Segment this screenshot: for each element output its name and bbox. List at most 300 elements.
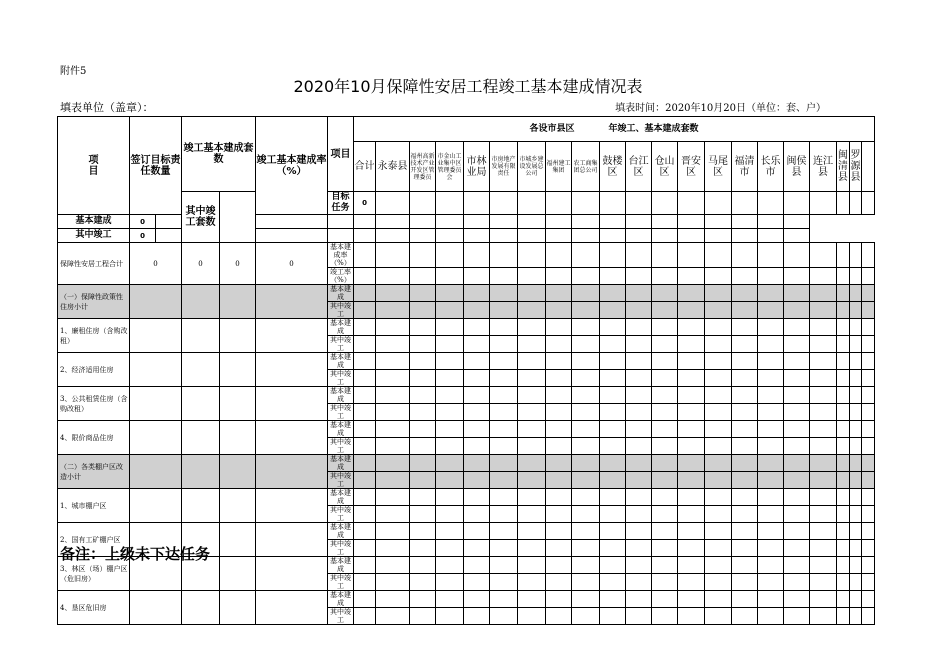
data-cell[interactable] — [518, 353, 546, 370]
rate-cell[interactable] — [256, 353, 328, 387]
data-cell[interactable] — [376, 319, 410, 336]
data-cell[interactable] — [518, 319, 546, 336]
data-cell[interactable] — [354, 557, 376, 574]
sub-cell[interactable] — [220, 455, 256, 489]
data-cell[interactable] — [354, 523, 376, 540]
data-cell[interactable] — [518, 540, 546, 557]
data-cell[interactable] — [849, 455, 862, 472]
data-cell[interactable] — [436, 229, 464, 243]
data-cell[interactable] — [354, 268, 376, 285]
data-cell[interactable] — [862, 302, 875, 319]
data-cell[interactable] — [518, 438, 546, 455]
data-cell[interactable] — [546, 268, 572, 285]
data-cell[interactable] — [490, 489, 518, 506]
data-cell[interactable] — [436, 455, 464, 472]
data-cell[interactable] — [436, 523, 464, 540]
data-cell[interactable] — [376, 523, 410, 540]
data-cell[interactable] — [837, 370, 850, 387]
data-cell[interactable] — [436, 540, 464, 557]
data-cell[interactable] — [849, 421, 862, 438]
data-cell[interactable] — [678, 215, 705, 229]
data-cell[interactable] — [678, 319, 705, 336]
data-cell[interactable] — [837, 506, 850, 523]
data-cell[interactable] — [705, 370, 732, 387]
data-cell[interactable] — [376, 229, 410, 243]
data-cell[interactable] — [849, 608, 862, 625]
data-cell[interactable] — [354, 387, 376, 404]
data-cell[interactable] — [652, 523, 678, 540]
data-cell[interactable] — [436, 370, 464, 387]
data-cell[interactable] — [678, 608, 705, 625]
data-cell[interactable] — [410, 215, 436, 229]
data-cell[interactable] — [758, 387, 784, 404]
data-cell[interactable] — [464, 268, 490, 285]
data-cell[interactable] — [705, 285, 732, 302]
data-cell[interactable] — [464, 421, 490, 438]
data-cell[interactable] — [837, 523, 850, 540]
data-cell[interactable] — [837, 353, 850, 370]
data-cell[interactable] — [518, 557, 546, 574]
data-cell[interactable] — [626, 336, 652, 353]
data-cell[interactable] — [572, 229, 600, 243]
data-cell[interactable] — [436, 557, 464, 574]
data-cell[interactable] — [810, 336, 837, 353]
data-cell[interactable] — [652, 243, 678, 268]
data-cell[interactable] — [156, 215, 182, 229]
data-cell[interactable] — [410, 229, 436, 243]
data-cell[interactable] — [626, 215, 652, 229]
data-cell[interactable] — [410, 506, 436, 523]
data-cell[interactable] — [490, 455, 518, 472]
data-cell[interactable] — [732, 319, 758, 336]
data-cell[interactable] — [837, 387, 850, 404]
data-cell[interactable] — [678, 268, 705, 285]
data-cell[interactable] — [849, 523, 862, 540]
sub-cell[interactable] — [220, 421, 256, 455]
data-cell[interactable] — [626, 591, 652, 608]
data-cell[interactable] — [626, 387, 652, 404]
data-cell[interactable] — [784, 353, 810, 370]
data-cell[interactable] — [376, 472, 410, 489]
data-cell[interactable] — [354, 285, 376, 302]
data-cell[interactable] — [784, 319, 810, 336]
data-cell[interactable] — [436, 353, 464, 370]
data-cell[interactable] — [546, 243, 572, 268]
data-cell[interactable] — [652, 455, 678, 472]
data-cell[interactable] — [410, 574, 436, 591]
signed-cell[interactable] — [130, 353, 182, 387]
data-cell[interactable] — [572, 353, 600, 370]
data-cell[interactable] — [490, 268, 518, 285]
data-cell[interactable] — [849, 370, 862, 387]
data-cell[interactable] — [354, 438, 376, 455]
data-cell[interactable] — [436, 192, 464, 215]
data-cell[interactable] — [705, 319, 732, 336]
data-cell[interactable] — [410, 192, 436, 215]
data-cell[interactable] — [354, 353, 376, 370]
data-cell[interactable] — [572, 608, 600, 625]
data-cell[interactable] — [849, 243, 862, 268]
data-cell[interactable] — [600, 319, 626, 336]
data-cell[interactable] — [626, 557, 652, 574]
data-cell[interactable] — [464, 215, 490, 229]
data-cell[interactable] — [678, 591, 705, 608]
rate-cell[interactable] — [256, 319, 328, 353]
data-cell[interactable] — [410, 421, 436, 438]
data-cell[interactable] — [678, 489, 705, 506]
data-cell[interactable] — [464, 370, 490, 387]
data-cell[interactable] — [705, 455, 732, 472]
data-cell[interactable] — [784, 472, 810, 489]
data-cell[interactable] — [758, 557, 784, 574]
data-cell[interactable] — [678, 353, 705, 370]
data-cell[interactable] — [758, 574, 784, 591]
data-cell[interactable] — [354, 319, 376, 336]
data-cell[interactable] — [849, 336, 862, 353]
data-cell[interactable] — [652, 472, 678, 489]
data-cell[interactable] — [490, 192, 518, 215]
data-cell[interactable] — [546, 506, 572, 523]
data-cell[interactable] — [410, 540, 436, 557]
data-cell[interactable] — [410, 557, 436, 574]
data-cell[interactable] — [354, 540, 376, 557]
signed-cell[interactable] — [130, 591, 182, 625]
data-cell[interactable] — [546, 608, 572, 625]
data-cell[interactable] — [784, 591, 810, 608]
data-cell[interactable] — [862, 472, 875, 489]
data-cell[interactable] — [784, 243, 810, 268]
data-cell[interactable] — [626, 404, 652, 421]
data-cell[interactable] — [546, 574, 572, 591]
data-cell[interactable] — [810, 285, 837, 302]
data-cell[interactable] — [784, 421, 810, 438]
data-cell[interactable] — [546, 455, 572, 472]
data-cell[interactable] — [758, 404, 784, 421]
data-cell[interactable] — [810, 353, 837, 370]
data-cell[interactable] — [732, 243, 758, 268]
data-cell[interactable] — [837, 557, 850, 574]
sub-cell[interactable] — [220, 285, 256, 319]
data-cell[interactable] — [732, 591, 758, 608]
data-cell[interactable] — [376, 591, 410, 608]
data-cell[interactable] — [572, 404, 600, 421]
rate-cell[interactable] — [256, 387, 328, 421]
data-cell[interactable] — [464, 540, 490, 557]
data-cell[interactable] — [652, 229, 678, 243]
data-cell[interactable] — [572, 557, 600, 574]
data-cell[interactable] — [837, 336, 850, 353]
data-cell[interactable] — [758, 489, 784, 506]
data-cell[interactable] — [328, 229, 354, 243]
data-cell[interactable] — [810, 387, 837, 404]
data-cell[interactable] — [572, 268, 600, 285]
data-cell[interactable] — [410, 591, 436, 608]
data-cell[interactable] — [376, 540, 410, 557]
rate-cell[interactable] — [256, 285, 328, 319]
data-cell[interactable] — [732, 387, 758, 404]
data-cell[interactable] — [436, 438, 464, 455]
data-cell[interactable] — [518, 455, 546, 472]
data-cell[interactable] — [705, 540, 732, 557]
data-cell[interactable] — [862, 370, 875, 387]
data-cell[interactable] — [490, 574, 518, 591]
data-cell[interactable] — [518, 370, 546, 387]
data-cell[interactable] — [678, 523, 705, 540]
data-cell[interactable] — [652, 421, 678, 438]
data-cell[interactable] — [410, 608, 436, 625]
data-cell[interactable] — [600, 192, 626, 215]
data-cell[interactable] — [810, 421, 837, 438]
data-cell[interactable] — [376, 574, 410, 591]
data-cell[interactable] — [678, 557, 705, 574]
data-cell[interactable] — [490, 353, 518, 370]
data-cell[interactable] — [810, 455, 837, 472]
data-cell[interactable] — [490, 229, 518, 243]
data-cell[interactable] — [732, 540, 758, 557]
data-cell[interactable] — [678, 192, 705, 215]
data-cell[interactable] — [572, 489, 600, 506]
data-cell[interactable] — [810, 472, 837, 489]
data-cell[interactable] — [436, 404, 464, 421]
data-cell[interactable] — [849, 506, 862, 523]
data-cell[interactable] — [572, 243, 600, 268]
signed-cell[interactable] — [130, 489, 182, 523]
data-cell[interactable] — [600, 506, 626, 523]
data-cell[interactable] — [626, 353, 652, 370]
data-cell[interactable] — [732, 506, 758, 523]
data-cell[interactable] — [410, 387, 436, 404]
data-cell[interactable] — [652, 489, 678, 506]
data-cell[interactable] — [758, 268, 784, 285]
data-cell[interactable] — [849, 591, 862, 608]
data-cell[interactable] — [376, 455, 410, 472]
data-cell[interactable] — [518, 192, 546, 215]
data-cell[interactable] — [705, 268, 732, 285]
data-cell[interactable] — [546, 523, 572, 540]
data-cell[interactable] — [572, 591, 600, 608]
data-cell[interactable] — [354, 229, 376, 243]
data-cell[interactable] — [464, 438, 490, 455]
data-cell[interactable] — [705, 404, 732, 421]
data-cell[interactable] — [732, 302, 758, 319]
data-cell[interactable] — [626, 455, 652, 472]
data-cell[interactable] — [758, 215, 784, 229]
data-cell[interactable] — [464, 353, 490, 370]
data-cell[interactable] — [572, 421, 600, 438]
data-cell[interactable] — [849, 404, 862, 421]
data-cell[interactable] — [758, 591, 784, 608]
data-cell[interactable] — [376, 268, 410, 285]
data-cell[interactable] — [546, 229, 572, 243]
data-cell[interactable] — [652, 404, 678, 421]
data-cell[interactable] — [784, 574, 810, 591]
data-cell[interactable] — [572, 523, 600, 540]
data-cell[interactable] — [376, 438, 410, 455]
data-cell[interactable] — [732, 489, 758, 506]
data-cell[interactable] — [758, 336, 784, 353]
data-cell[interactable] — [705, 523, 732, 540]
data-cell[interactable] — [464, 608, 490, 625]
data-cell[interactable] — [600, 472, 626, 489]
data-cell[interactable] — [436, 591, 464, 608]
data-cell[interactable] — [652, 387, 678, 404]
data-cell[interactable] — [518, 591, 546, 608]
data-cell[interactable] — [546, 438, 572, 455]
data-cell[interactable] — [678, 302, 705, 319]
sub-cell[interactable] — [220, 353, 256, 387]
data-cell[interactable] — [758, 285, 784, 302]
data-cell[interactable] — [354, 574, 376, 591]
data-cell[interactable] — [705, 353, 732, 370]
completed-cell[interactable] — [182, 591, 220, 625]
data-cell[interactable] — [626, 421, 652, 438]
data-cell[interactable] — [436, 489, 464, 506]
data-cell[interactable] — [732, 455, 758, 472]
data-cell[interactable] — [626, 540, 652, 557]
data-cell[interactable] — [600, 455, 626, 472]
data-cell[interactable] — [732, 353, 758, 370]
data-cell[interactable] — [410, 404, 436, 421]
data-cell[interactable] — [354, 243, 376, 268]
data-cell[interactable] — [784, 557, 810, 574]
data-cell[interactable] — [849, 319, 862, 336]
data-cell[interactable] — [464, 302, 490, 319]
sub-cell[interactable] — [220, 387, 256, 421]
data-cell[interactable] — [626, 285, 652, 302]
data-cell[interactable] — [518, 387, 546, 404]
data-cell[interactable] — [810, 268, 837, 285]
data-cell[interactable] — [758, 455, 784, 472]
data-cell[interactable] — [490, 523, 518, 540]
data-cell[interactable] — [572, 387, 600, 404]
signed-cell[interactable] — [130, 387, 182, 421]
data-cell[interactable] — [678, 421, 705, 438]
data-cell[interactable] — [546, 336, 572, 353]
data-cell[interactable] — [784, 229, 810, 243]
data-cell[interactable] — [600, 404, 626, 421]
data-cell[interactable] — [678, 404, 705, 421]
sub-cell[interactable] — [220, 319, 256, 353]
data-cell[interactable] — [354, 404, 376, 421]
data-cell[interactable] — [705, 472, 732, 489]
data-cell[interactable] — [862, 404, 875, 421]
data-cell[interactable] — [705, 591, 732, 608]
data-cell[interactable] — [464, 336, 490, 353]
data-cell[interactable] — [784, 608, 810, 625]
data-cell[interactable] — [410, 438, 436, 455]
data-cell[interactable] — [784, 192, 810, 215]
data-cell[interactable] — [354, 591, 376, 608]
data-cell[interactable] — [436, 421, 464, 438]
data-cell[interactable] — [678, 285, 705, 302]
data-cell[interactable] — [849, 574, 862, 591]
data-cell[interactable] — [705, 557, 732, 574]
data-cell[interactable] — [490, 215, 518, 229]
data-cell[interactable] — [354, 336, 376, 353]
data-cell[interactable] — [410, 455, 436, 472]
data-cell[interactable] — [705, 215, 732, 229]
data-cell[interactable] — [600, 336, 626, 353]
data-cell[interactable] — [784, 387, 810, 404]
data-cell[interactable] — [678, 336, 705, 353]
data-cell[interactable] — [600, 591, 626, 608]
rate-cell[interactable] — [256, 557, 328, 591]
data-cell[interactable] — [810, 302, 837, 319]
data-cell[interactable] — [572, 319, 600, 336]
data-cell[interactable] — [837, 438, 850, 455]
data-cell[interactable] — [518, 506, 546, 523]
data-cell[interactable] — [256, 229, 328, 243]
data-cell[interactable] — [546, 557, 572, 574]
rate-cell[interactable] — [256, 591, 328, 625]
data-cell[interactable] — [376, 608, 410, 625]
data-cell[interactable] — [376, 336, 410, 353]
data-cell[interactable] — [410, 489, 436, 506]
data-cell[interactable] — [354, 421, 376, 438]
data-cell[interactable] — [600, 268, 626, 285]
sub-cell[interactable] — [220, 523, 256, 557]
data-cell[interactable] — [464, 404, 490, 421]
data-cell[interactable] — [410, 336, 436, 353]
data-cell[interactable] — [678, 455, 705, 472]
data-cell[interactable] — [546, 215, 572, 229]
data-cell[interactable] — [572, 302, 600, 319]
data-cell[interactable] — [652, 319, 678, 336]
data-cell[interactable] — [572, 370, 600, 387]
data-cell[interactable] — [849, 302, 862, 319]
data-cell[interactable] — [464, 506, 490, 523]
data-cell[interactable] — [810, 370, 837, 387]
data-cell[interactable] — [464, 557, 490, 574]
data-cell[interactable] — [652, 268, 678, 285]
data-cell[interactable] — [572, 438, 600, 455]
data-cell[interactable] — [546, 370, 572, 387]
data-cell[interactable] — [600, 215, 626, 229]
data-cell[interactable] — [705, 302, 732, 319]
data-cell[interactable] — [652, 540, 678, 557]
data-cell[interactable] — [849, 489, 862, 506]
data-cell[interactable] — [862, 557, 875, 574]
data-cell[interactable] — [810, 523, 837, 540]
data-cell[interactable] — [837, 540, 850, 557]
data-cell[interactable] — [354, 472, 376, 489]
data-cell[interactable] — [464, 574, 490, 591]
data-cell[interactable] — [546, 421, 572, 438]
data-cell[interactable] — [600, 229, 626, 243]
data-cell[interactable] — [784, 523, 810, 540]
data-cell[interactable] — [732, 472, 758, 489]
data-cell[interactable] — [546, 489, 572, 506]
data-cell[interactable] — [732, 336, 758, 353]
data-cell[interactable] — [354, 489, 376, 506]
data-cell[interactable] — [837, 192, 850, 215]
data-cell[interactable] — [678, 506, 705, 523]
data-cell[interactable] — [354, 608, 376, 625]
data-cell[interactable] — [652, 438, 678, 455]
data-cell[interactable] — [518, 268, 546, 285]
data-cell[interactable] — [837, 285, 850, 302]
data-cell[interactable] — [490, 438, 518, 455]
data-cell[interactable] — [518, 489, 546, 506]
data-cell[interactable] — [572, 540, 600, 557]
data-cell[interactable] — [652, 302, 678, 319]
data-cell[interactable] — [410, 268, 436, 285]
data-cell[interactable] — [784, 302, 810, 319]
data-cell[interactable] — [862, 540, 875, 557]
data-cell[interactable] — [837, 455, 850, 472]
data-cell[interactable] — [546, 319, 572, 336]
data-cell[interactable] — [376, 557, 410, 574]
